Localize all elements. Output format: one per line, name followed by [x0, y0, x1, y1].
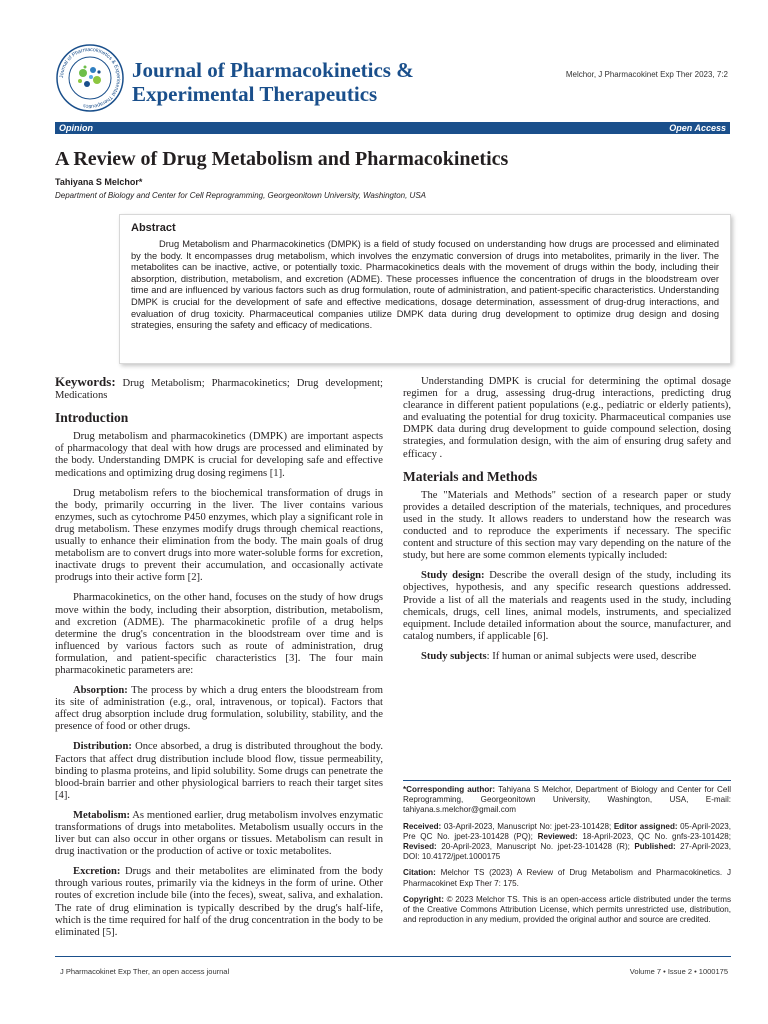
distribution-label: Distribution:: [73, 741, 132, 753]
study-design-label: Study design:: [421, 570, 485, 582]
published-text: 27-April-2023, DOI: 10.4172/jpet.1000175: [403, 842, 731, 862]
editor-label: Editor assigned:: [613, 821, 678, 831]
absorption-text: The process by which a drug enters the bloodstream from its site of administration (e.g., oral, intravenous, or topical). Factors that affect drug absorption include drug formulation, solubility, stability, and the presence of food or other drugs.: [55, 685, 383, 733]
copyright-label: Copyright:: [403, 894, 444, 904]
journal-title-line1: Journal of Pharmacokinetics &: [132, 58, 414, 82]
footer-journal: J Pharmacokinet Exp Ther, an open access journal: [60, 967, 230, 976]
abstract-heading: Abstract: [131, 222, 176, 234]
citation-text: Melchor TS (2023) A Review of Drug Metabolism and Pharmacokinetics. J Pharmacokinet Exp Ther 7: 175.: [403, 868, 731, 888]
metabolism-text: As mentioned earlier, drug metabolism involves enzymatic transformations of drugs into metabolites. Metabolism usually occurs in the liver but can also occur in other organs or tissues. Metabolism can result in drug inactivation or the production of active or toxic metabolites.: [55, 809, 383, 858]
intro-heading: Introduction: [55, 410, 129, 426]
footer-divider: [55, 956, 731, 957]
revised-text: 20-April-2023, Manuscript No. jpet-23-101428 (R);: [436, 842, 635, 852]
reviewed-label: Reviewed:: [537, 831, 578, 841]
revised-label: Revised:: [403, 842, 437, 852]
journal-logo: [55, 43, 125, 113]
excretion-text: Drugs and their metabolites are eliminated from the body through various routes, primarily via the kidneys in the form of urine. Other routes of excretion include bile (into the feces), sweat, saliva, and exhalation. The rate of drug elimination is typically described by the drug's half-life, which is the time required for half of the drug concentration in the body to be eliminated [5].: [55, 866, 384, 938]
open-access-label: Open Access: [669, 123, 726, 133]
methods-paragraph-1: The "Materials and Methods" section of a research paper or study provides a detailed description of the materials, techniques, and procedures used in the study. It allows readers to understand how the research was conducted and to reproduce the experiments if necessary. The specific content and structure of this section may vary depending on the nature of the study, but here are some common elements typically included:: [403, 489, 731, 562]
article-footnote: [403, 780, 731, 931]
left-column: [55, 376, 383, 947]
article-type: Opinion: [59, 123, 93, 133]
distribution-text: Once absorbed, a drug is distributed throughout the body. Factors that affect drug distribution include blood flow, tissue permeability, binding to plasma proteins, and lipid solubility. Some drugs can penetrate the blood-brain barrier and other physiological barriers to reach their target sites [4].: [55, 741, 383, 801]
distribution-paragraph: [55, 741, 383, 801]
author-affiliation: Department of Biology and Center for Cell Reprogramming, Georgeonitown University, Washington, USA: [55, 191, 426, 200]
journal-title: [132, 58, 414, 106]
study-subjects-label: Study subjects: [421, 650, 487, 662]
metabolism-label: Metabolism:: [73, 809, 131, 821]
intro-paragraph-1: Drug metabolism and pharmacokinetics (DMPK) are important aspects of pharmacology that deal with how drugs are processed and eliminated by the body. Understanding DMPK is crucial for developing safe and effective medications and optimizing drug dosing regimens [1].: [55, 431, 383, 479]
editor-text: 05-April-2023, Pre QC No. jpet-23-101428 (PQ);: [403, 821, 731, 841]
excretion-label: Excretion:: [73, 866, 121, 878]
keywords-text: Drug Metabolism; Pharmacokinetics; Drug development; Medications: [55, 378, 383, 402]
absorption-paragraph: [55, 685, 383, 733]
study-design-paragraph: [403, 570, 731, 643]
citation-note: [403, 868, 731, 888]
copyright-note: [403, 895, 731, 926]
published-label: Published:: [634, 842, 676, 852]
methods-heading: Materials and Methods: [403, 468, 538, 484]
corresponding-author-label: *Corresponding author:: [403, 785, 496, 794]
intro-paragraph-4: Understanding DMPK is crucial for determining the optimal dosage regimen for a drug, assessing drug-drug interactions, predicting drug clearance in different patient populations (e.g., pediatric or elderly patients), and evaluating the potential for drug toxicity. Pharmaceutical companies use DMPK data during drug development to guide compound selection, dosing strategies, and formulation design, with the aim of ensuring drug safety and efficacy .: [403, 376, 731, 460]
article-title: A Review of Drug Metabolism and Pharmacokinetics: [55, 148, 509, 170]
metabolism-paragraph: [55, 810, 383, 858]
author-name: Tahiyana S Melchor*: [55, 177, 143, 187]
excretion-paragraph: [55, 866, 383, 939]
reviewed-text: 18-April-2023, QC No. gnfs-23-101428;: [577, 831, 731, 841]
study-subjects-text: : If human or animal subjects were used, describe: [486, 650, 697, 662]
citation-label: Citation:: [403, 868, 436, 878]
intro-paragraph-2: Drug metabolism refers to the biochemical transformation of drugs in the body, primarily occurring in the liver. The liver contains various enzymes, such as cytochrome P450 enzymes, which play a significant role in drug metabolism. These enzymes modify drugs through chemical reactions, usually to enhance their elimination from the body. The main goals of drug metabolism are to convert drugs into more water-soluble forms for excretion, inactivate drugs to prevent their accumulation, and occasionally activate prodrugs into their active form [2].: [55, 487, 383, 584]
abstract-box: [119, 214, 731, 364]
copyright-text: © 2023 Melchor TS. This is an open-access article distributed under the terms of the Creative Commons Attribution License, which permits unrestricted use, distribution, and reproduction in any medium, provided the original author and source are credited.: [403, 894, 731, 925]
history-dates: [403, 822, 731, 863]
received-label: Received:: [403, 821, 442, 831]
logo-ring-text: Journal of Pharmacokinetics & Experimental Therapeutics: [58, 46, 122, 110]
corresponding-author: [403, 785, 731, 816]
article-type-bar: [55, 122, 730, 134]
keywords-label: Keywords:: [55, 374, 116, 389]
corresponding-author-text: Tahiyana S Melchor, Department of Biology and Center for Cell Reprogramming, Georgeonitown University, Washington, USA, E-mail: tahiyana.s.melchor@gmail.com: [403, 785, 731, 815]
header-citation: Melchor, J Pharmacokinet Exp Ther 2023, 7:2: [565, 70, 728, 79]
received-text: 03-April-2023, Manuscript No: jpet-23-101428;: [441, 821, 614, 831]
right-column: [403, 376, 731, 671]
study-subjects-paragraph: [403, 651, 731, 663]
journal-title-line2: Experimental Therapeutics: [132, 82, 378, 106]
footer-volume: Volume 7 • Issue 2 • 1000175: [629, 967, 728, 976]
keywords: [55, 376, 383, 402]
intro-paragraph-3: Pharmacokinetics, on the other hand, focuses on the study of how drugs move within the body, including their absorption, distribution, metabolism, and excretion (ADME). The pharmacokinetic profile of a drug helps determine the drug's concentration in the bloodstream over time and is influenced by various factors such as route of administration, drug formulation, and patient-specific characteristics [3]. The four main pharmacokinetic parameters are:: [55, 592, 383, 676]
absorption-label: Absorption:: [73, 685, 128, 697]
study-design-text: Describe the overall design of the study, including its objectives, hypothesis, and any specific research questions addressed. Provide a list of all the materials and reagents used in the study, including chemicals, drugs, cell lines, animal models, instruments, and specialized equipment. Include detailed information about the source, manufacturer, and catalog numbers, if applicable [6].: [403, 570, 731, 642]
abstract-text: Drug Metabolism and Pharmacokinetics (DMPK) is a field of study focused on understanding how drugs are processed and eliminated by the body. It encompasses drug metabolism, which involves the enzymatic conversion of drugs into metabolites, primarily in the liver. The metabolites can be inactive, active, or potentially toxic. Pharmacokinetics deals with the movement of drugs within the body, including their absorption, distribution, metabolism, and excretion (ADME). These processes influence the concentration of drugs in the bloodstream over time and are influenced by various factors such as drug formulation, route of administration, and patient-specific characteristics. Understanding DMPK is crucial for the development of safe and effective medications, dosage determination, assessment of drug-drug interactions, and evaluation of drug toxicity. Pharmaceutical companies utilize DMPK data during drug development to optimize drug design and dosing strategies, ensuring the safety and efficacy of medications.: [131, 239, 719, 331]
